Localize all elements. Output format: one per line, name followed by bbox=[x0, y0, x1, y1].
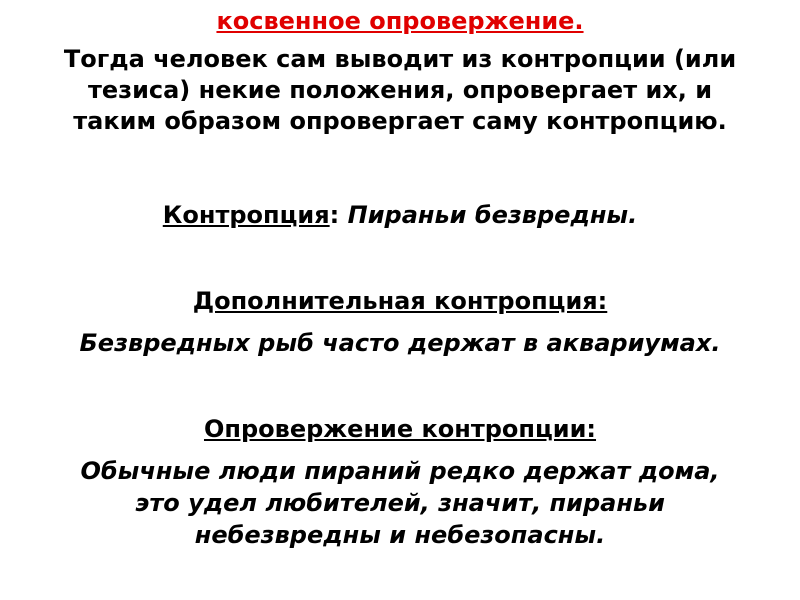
intro-paragraph bbox=[0, 44, 800, 137]
refutation-line: это удел любителей, значит, пираньи bbox=[135, 489, 665, 517]
counter-thesis-label: Контропция bbox=[162, 201, 330, 229]
counter-thesis-text: Пираньи безвредны. bbox=[347, 201, 638, 229]
refutation-line: Обычные люди пираний редко держат дома, bbox=[80, 457, 720, 485]
intro-line: таким образом опровергает саму контропцию. bbox=[73, 107, 727, 135]
additional-text: Безвредных рыб часто держат в аквариумах. bbox=[79, 329, 721, 357]
refutation-label: Опровержение контропции: bbox=[203, 415, 597, 443]
intro-line: тезиса) некие положения, опровергает их, и bbox=[87, 76, 713, 104]
intro-line: Тогда человек сам выводит из контропции (или bbox=[63, 45, 737, 73]
counter-thesis-separator: : bbox=[329, 201, 340, 229]
additional-label: Дополнительная контропция: bbox=[192, 287, 608, 315]
slide-heading: косвенное опровержение. bbox=[216, 7, 584, 35]
refutation-line: небезвредны и небезопасны. bbox=[194, 521, 606, 549]
counter-thesis-line bbox=[0, 200, 800, 230]
